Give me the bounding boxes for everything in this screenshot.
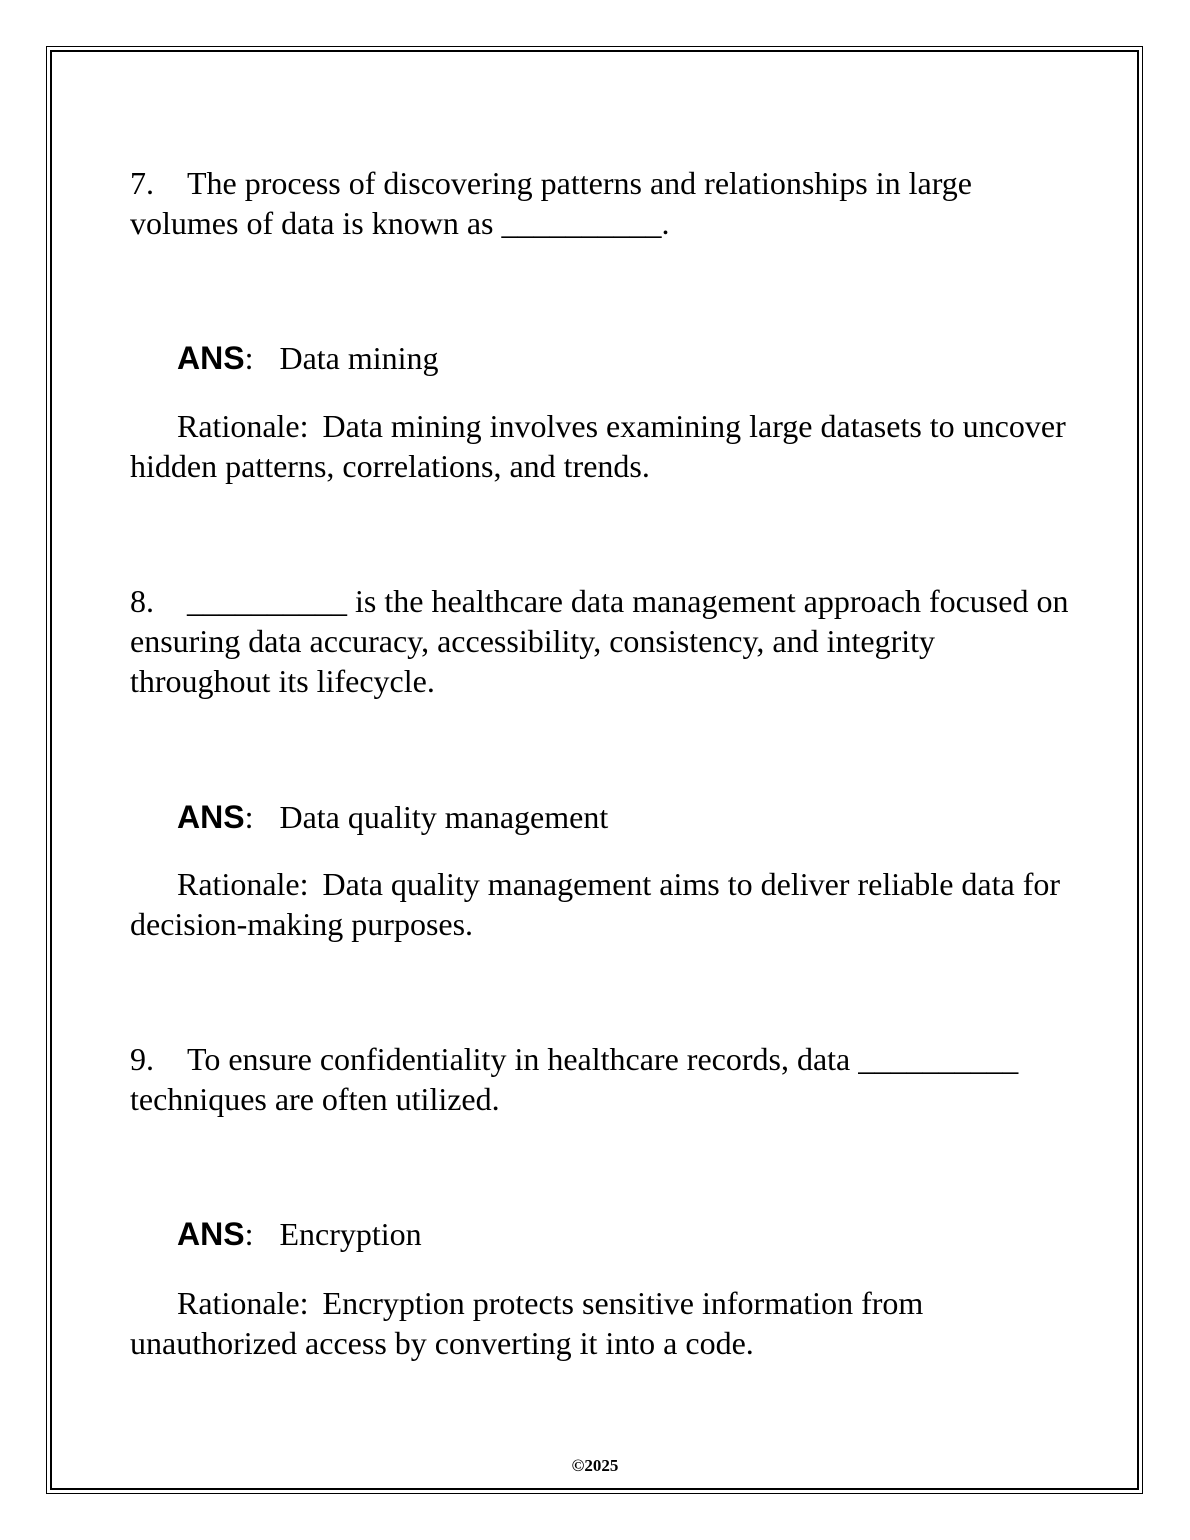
ans-colon: :	[244, 340, 254, 376]
rationale-text: Encryption protects sensitive information from unauthorized access by converting it into a code.	[130, 1285, 924, 1361]
answer-text: Data mining	[279, 340, 439, 376]
question-9	[130, 1039, 1070, 1119]
answer-8	[130, 797, 1070, 837]
ans-colon: :	[244, 1216, 254, 1252]
rationale-label: Rationale:	[177, 866, 309, 902]
question-number: 8.	[130, 583, 154, 619]
question-text: The process of discovering patterns and relationships in large volumes of data is known as __________.	[130, 165, 972, 241]
copyright-footer: ©2025	[571, 1456, 619, 1475]
rationale-9	[130, 1283, 1070, 1363]
page-border-inner	[50, 50, 1139, 1490]
rationale-text: Data quality management aims to deliver reliable data for decision-making purposes.	[130, 866, 1060, 942]
ans-colon: :	[244, 799, 254, 835]
rationale-label: Rationale:	[177, 1285, 309, 1321]
question-text: To ensure confidentiality in healthcare records, data __________ techniques are often utilized.	[130, 1041, 1019, 1117]
ans-label: ANS	[177, 799, 245, 835]
rationale-7	[130, 406, 1070, 486]
question-7	[130, 163, 1070, 243]
ans-label: ANS	[177, 340, 245, 376]
question-text: __________ is the healthcare data management approach focused on ensuring data accuracy, accessibility, consistency, and integrity throughout its lifecycle.	[130, 583, 1069, 699]
answer-text: Data quality management	[279, 799, 609, 835]
rationale-8	[130, 864, 1070, 944]
question-number: 9.	[130, 1041, 154, 1077]
answer-7	[130, 338, 1070, 378]
question-number: 7.	[130, 165, 154, 201]
question-8	[130, 581, 1070, 701]
answer-9	[130, 1214, 1070, 1254]
rationale-text: Data mining involves examining large datasets to uncover hidden patterns, correlations, and trends.	[130, 408, 1066, 484]
answer-text: Encryption	[279, 1216, 422, 1252]
rationale-label: Rationale:	[177, 408, 309, 444]
ans-label: ANS	[177, 1216, 245, 1252]
